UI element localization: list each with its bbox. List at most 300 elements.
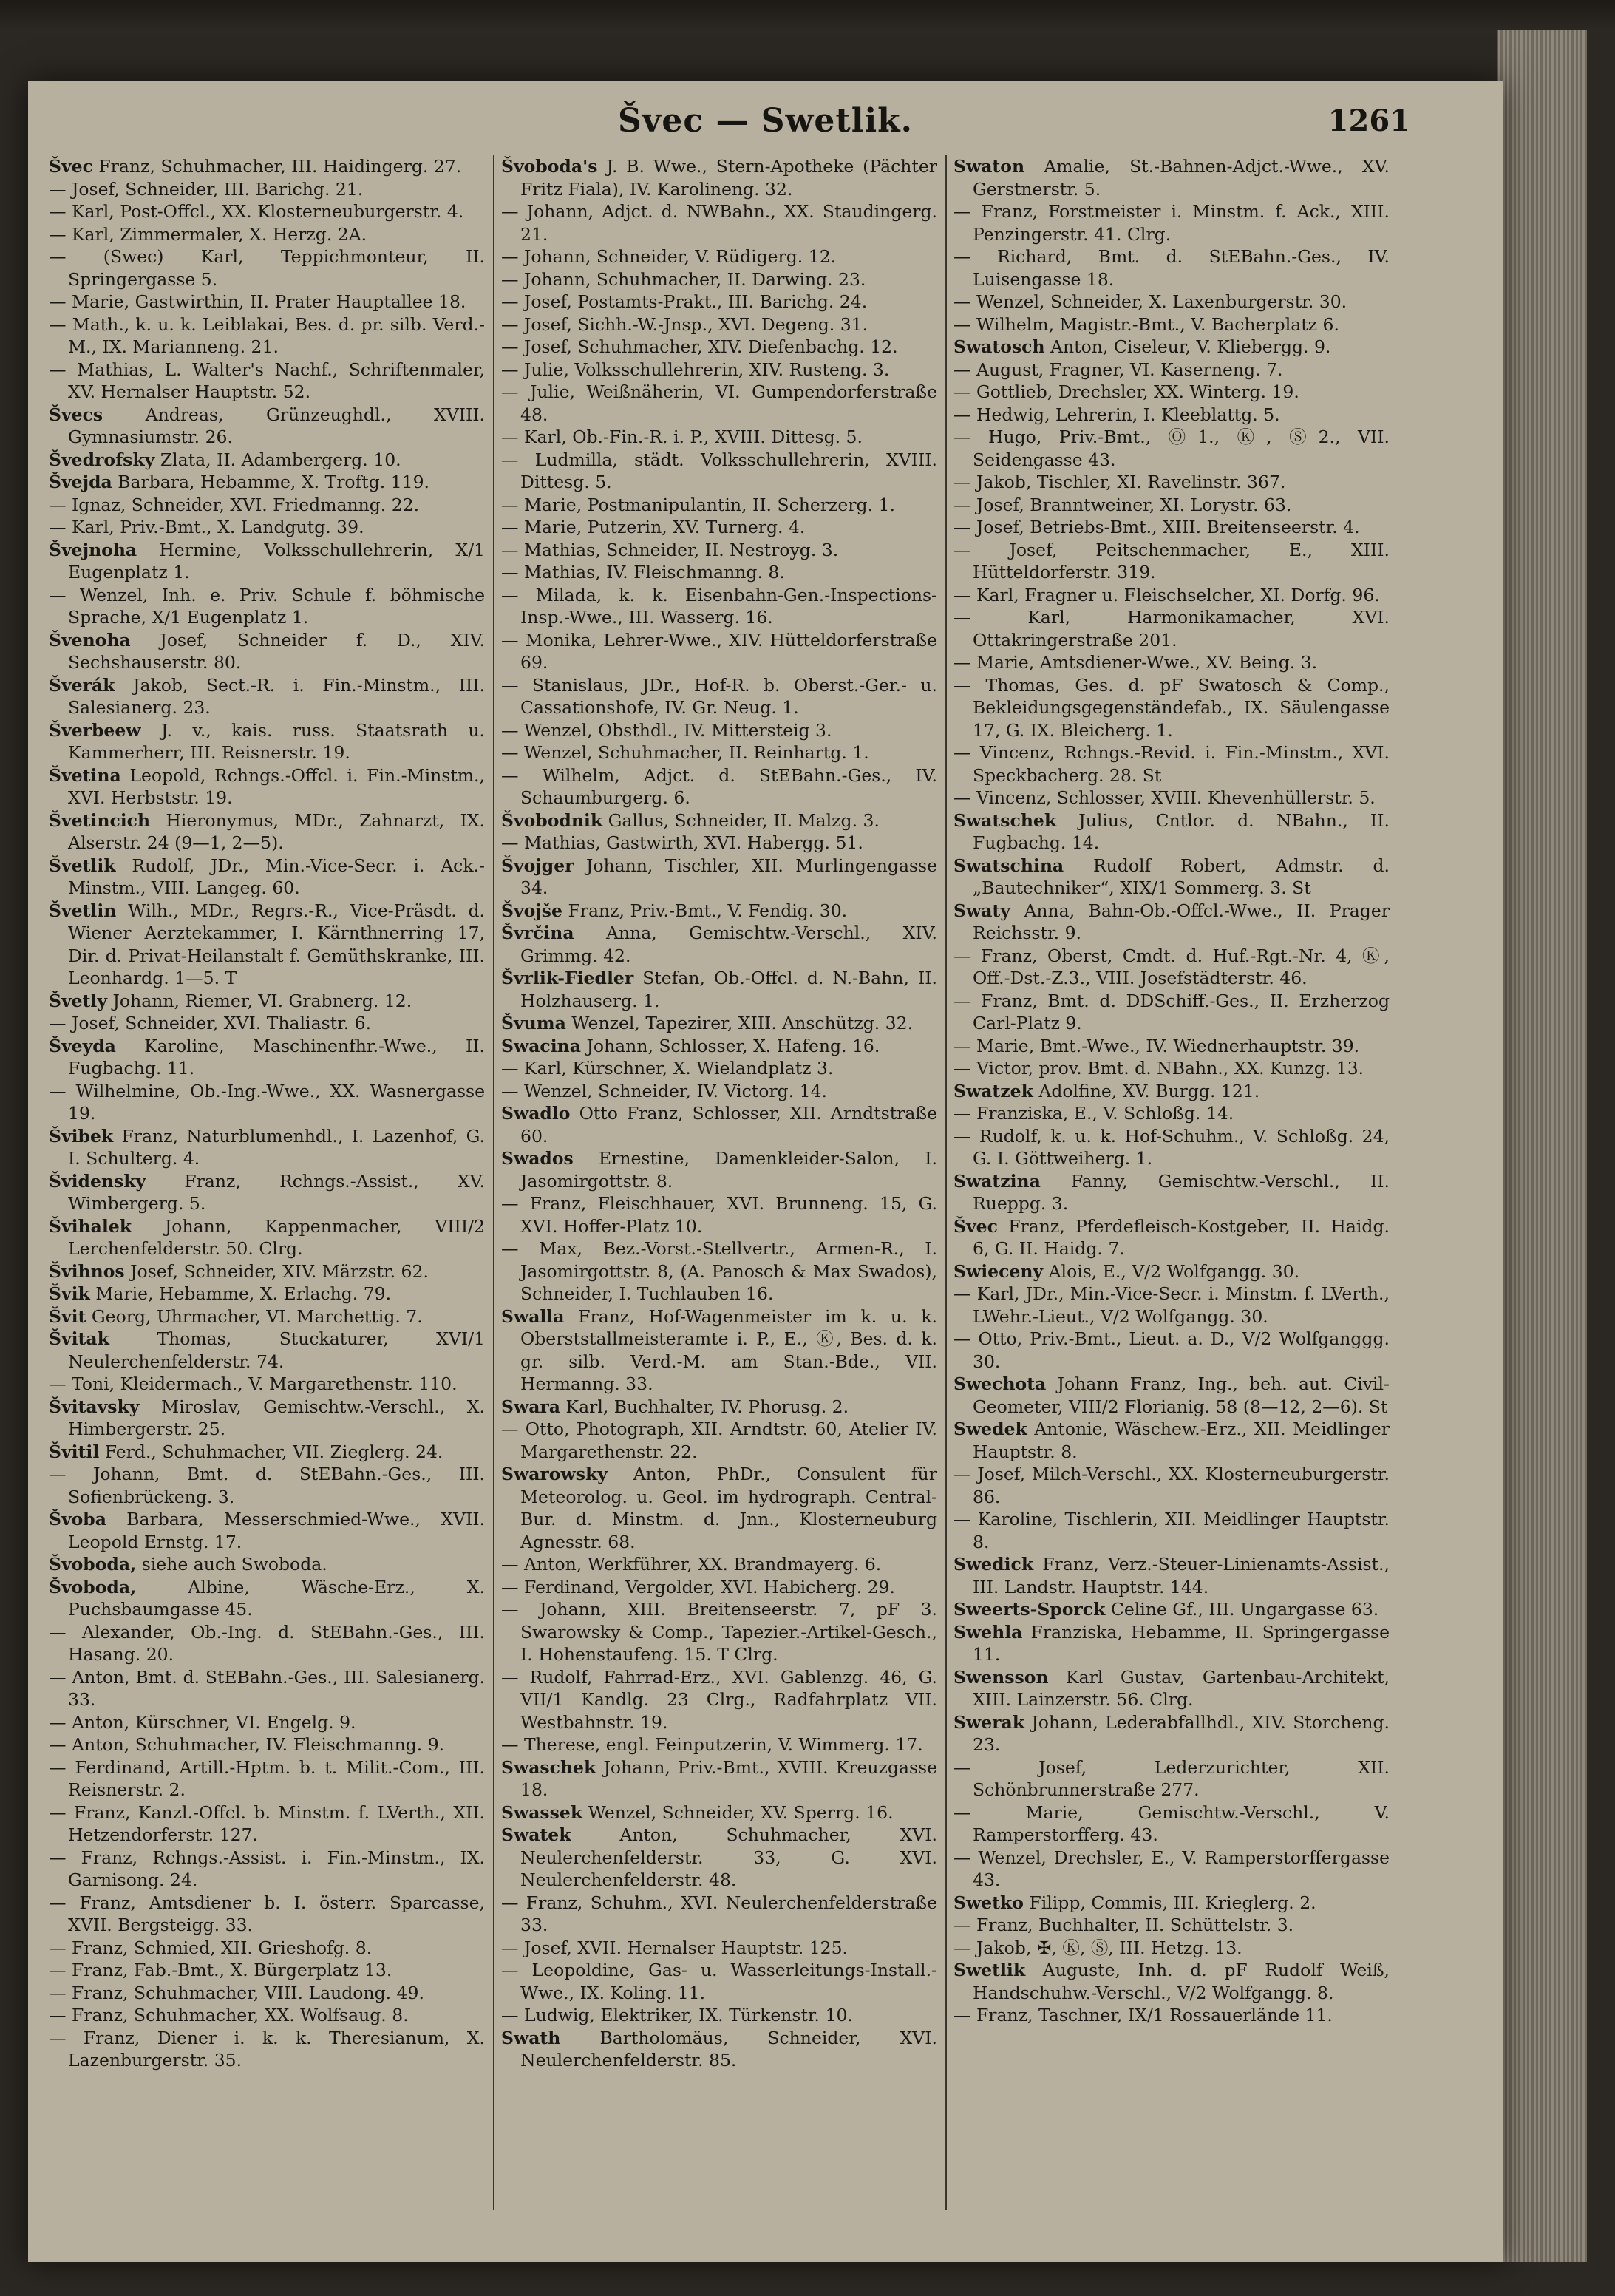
entry-details: — Wenzel, Drechsler, E., V. Ramperstorffergasse 43.	[953, 1847, 1390, 1890]
entry-details: — Josef, Branntweiner, XI. Lorystr. 63.	[953, 494, 1292, 515]
entry-details: Johann, Riemer, VI. Grabnerg. 12.	[112, 990, 412, 1011]
column-2	[501, 155, 937, 2240]
directory-entry	[501, 336, 937, 359]
entry-details: Alois, E., V/2 Wolfgangg. 30.	[1048, 1260, 1300, 1282]
entry-surname: Swechota	[953, 1373, 1047, 1394]
entry-details: — Milada, k. k. Eisenbahn-Gen.-Inspections-Insp.-Wwe., III. Wasserg. 16.	[501, 584, 937, 628]
entry-surname: Swatschek	[953, 809, 1057, 831]
directory-entry	[501, 1237, 937, 1305]
entry-details: Johann Franz, Ing., beh. aut. Civil-Geometer, VIII/2 Florianig. 58 (8—12, 2—6). St	[973, 1373, 1390, 1417]
directory-entry	[953, 1215, 1390, 1260]
entry-details: — Wenzel, Schneider, X. Laxenburgerstr. 30.	[953, 291, 1347, 312]
directory-entry	[501, 268, 937, 291]
entry-details: — Anton, Bmt. d. StEBahn.-Ges., III. Salesianerg. 33.	[49, 1666, 485, 1710]
entry-details: — Josef, XVII. Hernalser Hauptstr. 125.	[501, 1937, 849, 1958]
entry-details: — Math., k. u. k. Leiblakai, Bes. d. pr. silb. Verd.-M., IX. Marianneng. 21.	[49, 313, 485, 357]
entry-details: Barbara, Messerschmied-Wwe., XVII. Leopold Ernstg. 17.	[68, 1509, 485, 1552]
entry-surname: Švoboda's	[501, 156, 598, 177]
directory-entry	[953, 1937, 1390, 1960]
directory-entry	[49, 2004, 485, 2027]
entry-details: — Franziska, E., V. Schloßg. 14.	[953, 1103, 1234, 1124]
page-number: 1261	[1327, 103, 1410, 138]
entry-details: Johann, Lederabfallhdl., XIV. Storcheng. 23.	[973, 1711, 1390, 1755]
entry-details: — (Swec) Karl, Teppichmonteur, II. Springergasse 5.	[49, 246, 485, 290]
entry-details: — Wenzel, Inh. e. Priv. Schule f. böhmische Sprache, X/1 Eugenplatz 1.	[49, 584, 485, 628]
column-1	[49, 155, 485, 2240]
directory-entry	[953, 741, 1390, 787]
entry-surname: Swensson	[953, 1666, 1049, 1688]
entry-surname: Švetly	[49, 990, 108, 1011]
entry-details: — Thomas, Ges. d. pF Swatosch & Comp., Bekleidungsgegenständefab., IX. Säulengasse 17, G. IX. Bleicherg. 1.	[953, 674, 1390, 741]
directory-entry	[953, 1892, 1390, 1915]
directory-entry	[953, 651, 1390, 674]
entry-details: — Franz, Taschner, IX/1 Rossauerlände 11.	[953, 2005, 1333, 2025]
directory-entry	[49, 1463, 485, 1508]
entry-details: Franz, Hof-Wagenmeister im k. u. k. Oberststallmeisteramte i. P., E., Ⓚ, Bes. d. k. gr. silb. Verd.-M. am Stan.-Bde., VII. Hermanng. 33.	[520, 1305, 937, 1394]
entry-details: Adolfine, XV. Burgg. 121.	[1038, 1080, 1260, 1101]
entry-surname: Sweerts-Sporck	[953, 1599, 1106, 1620]
entry-details: — Mathias, Schneider, II. Nestroyg. 3.	[501, 539, 839, 560]
entry-surname: Švoboda,	[49, 1554, 137, 1575]
entry-details: — Wilhelm, Magistr.-Bmt., V. Bacherplatz 6.	[953, 313, 1339, 335]
entry-surname: Švoba	[49, 1509, 106, 1529]
directory-entry	[953, 494, 1390, 517]
directory-entry	[49, 584, 485, 629]
directory-entry	[501, 1959, 937, 2004]
directory-entry	[953, 426, 1390, 471]
directory-entry	[49, 1283, 485, 1305]
directory-entry	[953, 1959, 1390, 2004]
book-page-edges	[1497, 30, 1587, 2262]
entry-details: — Wilhelm, Adjct. d. StEBahn.-Ges., IV. Schaumburgerg. 6.	[501, 764, 937, 808]
directory-entry	[49, 1576, 485, 1621]
entry-surname: Švit	[49, 1305, 86, 1327]
entry-details: Hieronymus, MDr., Zahnarzt, IX. Alserstr. 24 (9—1, 2—5).	[68, 809, 485, 853]
entry-surname: Swaty	[953, 900, 1010, 921]
entry-details: Otto Franz, Schlosser, XII. Arndtstraße 60.	[520, 1103, 937, 1147]
entry-details: Fanny, Gemischtw.-Verschl., II. Rueppg. 3.	[973, 1170, 1390, 1214]
directory-entry	[953, 990, 1390, 1035]
directory-entry	[953, 1914, 1390, 1937]
directory-entry	[49, 1441, 485, 1464]
entry-details: — Johann, Bmt. d. StEBahn.-Ges., III. Sofienbrückeng. 3.	[49, 1464, 485, 1507]
entry-details: — Ferdinand, Artill.-Hptm. b. t. Milit.-Com., III. Reisnerstr. 2.	[49, 1756, 485, 1800]
directory-entry	[501, 1666, 937, 1734]
entry-details: — Anton, Werkführer, XX. Brandmayerg. 6.	[501, 1554, 882, 1575]
directory-entry	[49, 223, 485, 246]
directory-entry	[953, 809, 1390, 855]
entry-details: — Marie, Gastwirthin, II. Prater Hauptallee 18.	[49, 291, 466, 312]
directory-entry	[953, 787, 1390, 809]
entry-surname: Swieceny	[953, 1260, 1044, 1282]
directory-entry	[49, 1080, 485, 1125]
entry-details: Wilh., MDr., Regrs.-R., Vice-Präsdt. d. Wiener Aerztekammer, I. Kärnthnerring 17, Dir. d. Privat-Heilanstalt f. Gemüthskranke, III. Leonhardg. 1—5. T	[68, 900, 485, 988]
directory-entry	[953, 900, 1390, 945]
directory-entry	[501, 2027, 937, 2072]
entry-details: Georg, Uhrmacher, VI. Marchettig. 7.	[91, 1305, 423, 1327]
entry-details: — Monika, Lehrer-Wwe., XIV. Hütteldorferstraße 69.	[501, 629, 937, 673]
entry-surname: Swatschina	[953, 855, 1064, 876]
directory-entry	[49, 674, 485, 719]
entry-details: — Josef, Schneider, XVI. Thaliastr. 6.	[49, 1013, 372, 1033]
entry-details: — Josef, Schuhmacher, XIV. Diefenbachg. 12.	[501, 336, 898, 357]
entry-surname: Švitil	[49, 1441, 100, 1462]
entry-details: — Vincenz, Rchngs.-Revid. i. Fin.-Minstm., XVI. Speckbacherg. 28. St	[953, 742, 1390, 786]
directory-entry	[953, 606, 1390, 651]
entry-surname: Švihalek	[49, 1215, 132, 1237]
entry-details: Filipp, Commis, III. Krieglerg. 2.	[1029, 1892, 1316, 1913]
entry-details: Julius, Cntlor. d. NBahn., II. Fugbachg. 14.	[973, 809, 1390, 853]
entry-surname: Swassek	[501, 1801, 583, 1823]
entry-details: Johann, Priv.-Bmt., XVIII. Kreuzgasse 18.	[520, 1756, 937, 1800]
directory-entry	[49, 1937, 485, 1960]
entry-details: Johann, Schlosser, X. Hafeng. 16.	[586, 1035, 880, 1056]
directory-entry	[501, 200, 937, 245]
directory-entry	[501, 1733, 937, 1756]
entry-details: — Karl, Priv.-Bmt., X. Landgutg. 39.	[49, 517, 364, 537]
directory-entry	[953, 1598, 1390, 1621]
directory-entry	[501, 1418, 937, 1463]
directory-entry	[49, 1553, 485, 1576]
entry-surname: Švrčina	[501, 923, 574, 943]
directory-entry	[49, 313, 485, 359]
entry-details: — Franz, Oberst, Cmdt. d. Huf.-Rgt.-Nr. 4, Ⓚ, Off.-Dst.-Z.3., VIII. Josefstädterstr. 46.	[953, 945, 1390, 988]
entry-details: — Jakob, ✠, Ⓚ, Ⓢ, III. Hetzg. 13.	[953, 1937, 1242, 1958]
entry-details: — Johann, Adjct. d. NWBahn., XX. Staudingerg. 21.	[501, 201, 937, 245]
directory-entry	[49, 1959, 485, 1982]
directory-entry	[501, 1396, 937, 1419]
entry-details: — Otto, Photograph, XII. Arndtstr. 60, Atelier IV. Margarethenstr. 22.	[501, 1419, 937, 1462]
entry-details: — Karoline, Tischlerin, XII. Meidlinger Hauptstr. 8.	[953, 1509, 1390, 1552]
directory-entry	[501, 1035, 937, 1058]
directory-entry	[501, 900, 937, 923]
entry-surname: Swarowsky	[501, 1464, 608, 1484]
entry-surname: Swara	[501, 1396, 561, 1417]
entry-details: — Wenzel, Obsthdl., IV. Mittersteig 3.	[501, 719, 832, 741]
directory-entry	[953, 200, 1390, 245]
directory-entry	[953, 336, 1390, 359]
directory-entry	[49, 855, 485, 900]
entry-details: Gallus, Schneider, II. Malzg. 3.	[608, 809, 880, 831]
directory-entry	[49, 1035, 485, 1080]
directory-entry	[953, 1508, 1390, 1553]
directory-entry	[953, 584, 1390, 607]
entry-details: — Ignaz, Schneider, XVI. Friedmanng. 22.	[49, 494, 420, 515]
entry-surname: Švecs	[49, 404, 103, 425]
entry-details: — Rudolf, Fahrrad-Erz., XVI. Gablenzg. 46, G. VII/1 Kandlg. 23 Clrg., Radfahrplatz VII. Westbahnstr. 19.	[501, 1666, 937, 1733]
directory-entry	[49, 1373, 485, 1396]
entry-details: — Julie, Weißnäherin, VI. Gumpendorferstraße 48.	[501, 381, 937, 425]
entry-details: Celine Gf., III. Ungargasse 63.	[1110, 1599, 1379, 1620]
entry-details: — Franz, Schuhmacher, XX. Wolfsaug. 8.	[49, 2005, 409, 2025]
entry-details: — Franz, Schuhm., XVI. Neulerchenfelderstraße 33.	[501, 1892, 937, 1935]
entry-details: Johann, Kappenmacher, VIII/2 Lerchenfelderstr. 50. Clrg.	[68, 1215, 485, 1259]
directory-entry	[49, 900, 485, 990]
entry-details: — Julie, Volksschullehrerin, XIV. Rusteng. 3.	[501, 359, 890, 380]
entry-surname: Švojše	[501, 900, 562, 921]
entry-details: Josef, Schneider, XIV. Märzstr. 62.	[130, 1260, 429, 1282]
directory-entry	[501, 1080, 937, 1103]
column-3	[953, 155, 1390, 2240]
directory-entry	[49, 1012, 485, 1035]
directory-entry	[501, 1756, 937, 1801]
entry-surname: Švrlik-Fiedler	[501, 968, 634, 988]
entry-details: Anna, Bahn-Ob.-Offcl.-Wwe., II. Prager Reichsstr. 9.	[973, 900, 1390, 943]
directory-entry	[49, 1215, 485, 1260]
entry-surname: Švidensky	[49, 1170, 146, 1192]
entry-surname: Swetlik	[953, 1960, 1026, 1980]
entry-surname: Švetincich	[49, 809, 151, 831]
entry-surname: Švojger	[501, 855, 574, 876]
entry-details: — Josef, Betriebs-Bmt., XIII. Breitenseerstr. 4.	[953, 517, 1360, 537]
directory-entry	[953, 1621, 1390, 1666]
entry-surname: Švec	[49, 156, 93, 177]
entry-details: Anna, Gemischtw.-Verschl., XIV. Grimmg. 42.	[520, 923, 937, 966]
directory-entry	[953, 1328, 1390, 1373]
directory-entry	[953, 1373, 1390, 1418]
entry-details: Ferd., Schuhmacher, VII. Zieglerg. 24.	[104, 1441, 443, 1462]
directory-entry	[501, 764, 937, 809]
column-divider	[493, 155, 494, 2210]
entry-surname: Swaton	[953, 156, 1025, 177]
entry-details: — Franz, Fab.-Bmt., X. Bürgerplatz 13.	[49, 1960, 392, 1980]
entry-details: — Marie, Amtsdiener-Wwe., XV. Being. 3.	[953, 652, 1318, 673]
entry-surname: Švihnos	[49, 1260, 125, 1282]
entry-surname: Swedick	[953, 1554, 1034, 1575]
entry-surname: Swatek	[501, 1824, 571, 1845]
entry-details: Jakob, Sect.-R. i. Fin.-Minstm., III. Salesianerg. 23.	[68, 674, 485, 718]
entry-details: — Jakob, Tischler, XI. Ravelinstr. 367.	[953, 472, 1286, 492]
entry-details: Johann, Tischler, XII. Murlingengasse 34.	[520, 855, 937, 898]
entry-details: — Karl, Post-Offcl., XX. Klosterneuburgerstr. 4.	[49, 201, 464, 222]
entry-surname: Swedek	[953, 1419, 1027, 1439]
book-top-shadow	[0, 0, 1615, 30]
directory-entry	[953, 855, 1390, 900]
entry-surname: Swatzek	[953, 1080, 1033, 1101]
directory-entry	[49, 200, 485, 223]
directory-entry	[501, 809, 937, 832]
directory-entry	[501, 629, 937, 674]
entry-details: Franz, Priv.-Bmt., V. Fendig. 30.	[568, 900, 848, 921]
entry-surname: Swatosch	[953, 336, 1045, 357]
entry-surname: Švitavsky	[49, 1396, 140, 1417]
entry-details: Auguste, Inh. d. pF Rudolf Weiß, Handschuhw.-Verschl., V/2 Wolfgangg. 8.	[973, 1960, 1390, 2003]
entry-details: — Richard, Bmt. d. StEBahn.-Ges., IV. Luisengasse 18.	[953, 246, 1390, 290]
directory-entry	[49, 719, 485, 764]
directory-entry	[953, 1260, 1390, 1283]
directory-entry	[501, 832, 937, 855]
directory-entry	[953, 1463, 1390, 1508]
entry-details: — Franz, Forstmeister i. Minstm. f. Ack., XIII. Penzingerstr. 41. Clrg.	[953, 201, 1390, 245]
directory-entry	[49, 1733, 485, 1756]
column-divider	[945, 155, 947, 2210]
entry-details: Miroslav, Gemischtw.-Verschl., X. Himbergerstr. 25.	[68, 1396, 485, 1439]
directory-entry	[49, 1305, 485, 1328]
entry-surname: Švuma	[501, 1013, 566, 1033]
directory-entry	[953, 1666, 1390, 1711]
entry-surname: Swehla	[953, 1621, 1023, 1643]
entry-details: Marie, Hebamme, X. Erlachg. 79.	[95, 1283, 392, 1304]
directory-entry	[501, 1824, 937, 1892]
entry-details: — Vincenz, Schlosser, XVIII. Khevenhüllerstr. 5.	[953, 787, 1376, 808]
entry-details: Karl, Buchhalter, IV. Phorusg. 2.	[565, 1396, 849, 1417]
directory-entry	[501, 494, 937, 517]
directory-entry	[953, 1170, 1390, 1215]
directory-entry	[49, 764, 485, 809]
directory-entry	[953, 2004, 1390, 2027]
entry-details: — Hugo, Priv.-Bmt., Ⓞ1., Ⓚ, Ⓢ2., VII. Seidengasse 43.	[953, 427, 1390, 470]
entry-surname: Šverák	[49, 674, 115, 696]
directory-entry	[49, 1170, 485, 1215]
entry-details: Franz, Verz.-Steuer-Linienamts-Assist., III. Landstr. Hauptstr. 144.	[973, 1554, 1390, 1597]
directory-columns	[49, 155, 1420, 2240]
directory-entry	[49, 359, 485, 404]
entry-details: — Therese, engl. Feinputzerin, V. Wimmerg. 17.	[501, 1734, 923, 1755]
directory-entry	[501, 539, 937, 562]
entry-details: — Anton, Schuhmacher, IV. Fleischmanng. 9.	[49, 1734, 445, 1755]
entry-details: — Franz, Kanzl.-Offcl. b. Minstm. f. LVerth., XII. Hetzendorferstr. 127.	[49, 1801, 485, 1845]
entry-details: Hermine, Volksschullehrerin, X/1 Eugenplatz 1.	[68, 539, 485, 583]
page-header	[28, 102, 1503, 146]
entry-surname: Swaschek	[501, 1756, 596, 1778]
entry-details: — Mathias, L. Walter's Nachf., Schriftenmaler, XV. Hernalser Hauptstr. 52.	[49, 359, 485, 402]
directory-entry	[501, 2004, 937, 2027]
entry-details: — Johann, Schuhmacher, II. Darwing. 23.	[501, 268, 866, 290]
directory-entry	[49, 471, 485, 494]
directory-entry	[953, 1847, 1390, 1892]
entry-surname: Švec	[953, 1215, 998, 1237]
entry-details: — Gottlieb, Drechsler, XX. Winterg. 19.	[953, 381, 1299, 402]
directory-entry	[49, 516, 485, 539]
directory-entry	[501, 1012, 937, 1035]
directory-entry	[501, 922, 937, 967]
directory-entry	[49, 990, 485, 1013]
directory-entry	[49, 629, 485, 674]
entry-surname: Švitak	[49, 1328, 109, 1349]
entry-surname: Švibek	[49, 1125, 114, 1147]
directory-entry	[49, 155, 485, 178]
entry-details: — Franz, Diener i. k. k. Theresianum, X. Lazenburgerstr. 35.	[49, 2027, 485, 2071]
directory-entry	[501, 291, 937, 313]
directory-entry	[953, 245, 1390, 291]
entry-details: — Franz, Fleischhauer, XVI. Brunneng. 15, G. XVI. Hoffer-Platz 10.	[501, 1193, 937, 1237]
entry-surname: Šverbeew	[49, 719, 141, 741]
directory-entry	[49, 1801, 485, 1847]
entry-details: Wenzel, Schneider, XV. Sperrg. 16.	[588, 1801, 894, 1823]
entry-details: Anton, Ciseleur, V. Kliebergg. 9.	[1050, 336, 1331, 357]
entry-surname: Swalla	[501, 1305, 565, 1327]
entry-details: — Rudolf, k. u. k. Hof-Schuhm., V. Schloßg. 24, G. I. Göttweiherg. 1.	[953, 1125, 1390, 1169]
directory-entry	[953, 945, 1390, 990]
directory-entry	[49, 449, 485, 472]
directory-entry	[953, 1080, 1390, 1103]
entry-details: Zlata, II. Adambergerg. 10.	[160, 449, 401, 470]
directory-entry	[953, 381, 1390, 404]
entry-details: — Josef, Postamts-Prakt., III. Barichg. 24.	[501, 291, 868, 312]
entry-details: — Marie, Putzerin, XV. Turnerg. 4.	[501, 517, 806, 537]
entry-details: Bartholomäus, Schneider, XVI. Neulerchenfelderstr. 85.	[520, 2027, 937, 2071]
directory-entry	[49, 1621, 485, 1666]
entry-details: — Josef, Sichh.-W.-Jnsp., XVI. Degeng. 31.	[501, 313, 868, 335]
directory-entry	[49, 2027, 485, 2072]
entry-details: — Hedwig, Lehrerin, I. Kleeblattg. 5.	[953, 404, 1280, 425]
directory-entry	[501, 155, 937, 200]
directory-entry	[501, 584, 937, 629]
entry-details: Amalie, St.-Bahnen-Adjct.-Wwe., XV. Gerstnerstr. 5.	[973, 156, 1390, 200]
entry-surname: Švik	[49, 1283, 90, 1304]
directory-entry	[953, 1418, 1390, 1463]
entry-details: Franz, Schuhmacher, III. Haidingerg. 27.	[98, 156, 462, 177]
entry-details: — Anton, Kürschner, VI. Engelg. 9.	[49, 1711, 356, 1733]
entry-details: — Wilhelmine, Ob.-Ing.-Wwe., XX. Wasnergasse 19.	[49, 1080, 485, 1124]
entry-details: — August, Fragner, VI. Kaserneng. 7.	[953, 359, 1283, 380]
directory-entry	[49, 1125, 485, 1170]
directory-entry	[49, 1711, 485, 1734]
directory-entry	[49, 1847, 485, 1892]
directory-entry	[501, 1937, 937, 1960]
directory-entry	[501, 1553, 937, 1576]
directory-entry	[501, 561, 937, 584]
entry-details: — Marie, Postmanipulantin, II. Scherzerg. 1.	[501, 494, 895, 515]
entry-details: Stefan, Ob.-Offcl. d. N.-Bahn, II. Holzhauserg. 1.	[520, 968, 937, 1011]
entry-details: — Karl, Kürschner, X. Wielandplatz 3.	[501, 1058, 834, 1079]
entry-details: — Ludwig, Elektriker, IX. Türkenstr. 10.	[501, 2005, 853, 2025]
entry-details: — Wenzel, Schneider, IV. Victorg. 14.	[501, 1080, 827, 1101]
directory-entry	[49, 178, 485, 201]
entry-surname: Švetlin	[49, 900, 117, 921]
entry-details: — Josef, Schneider, III. Barichg. 21.	[49, 178, 364, 200]
directory-entry	[501, 1192, 937, 1237]
entry-details: — Franz, Schmied, XII. Grieshofg. 8.	[49, 1937, 373, 1958]
directory-entry	[953, 1801, 1390, 1847]
entry-details: Barbara, Hebamme, X. Troftg. 119.	[118, 472, 430, 492]
entry-details: Karl Gustav, Gartenbau-Architekt, XIII. Lainzerstr. 56. Clrg.	[973, 1666, 1390, 1710]
directory-entry	[953, 1283, 1390, 1328]
directory-entry	[501, 1102, 937, 1147]
entry-details: Josef, Schneider f. D., XIV. Sechshauserstr. 80.	[68, 629, 485, 673]
directory-entry	[501, 1598, 937, 1666]
directory-entry	[501, 426, 937, 449]
entry-details: — Wenzel, Schuhmacher, II. Reinhartg. 1.	[501, 742, 869, 763]
directory-entry	[49, 1892, 485, 1937]
entry-details: Andreas, Grünzeughdl., XVIII. Gymnasiumstr. 26.	[68, 404, 485, 447]
directory-entry	[501, 719, 937, 742]
entry-details: — Marie, Bmt.-Wwe., IV. Wiednerhauptstr. 39.	[953, 1035, 1360, 1056]
entry-surname: Šveyda	[49, 1035, 116, 1056]
entry-details: Franz, Pferdefleisch-Kostgeber, II. Haidg. 6, G. II. Haidg. 7.	[973, 1215, 1390, 1259]
entry-surname: Švenoha	[49, 629, 131, 651]
entry-surname: Swetko	[953, 1892, 1024, 1913]
directory-entry	[501, 1576, 937, 1599]
entry-details: Franz, Naturblumenhdl., I. Lazenhof, G. I. Schulterg. 4.	[68, 1125, 485, 1169]
directory-entry	[49, 1756, 485, 1801]
entry-details: J. v., kais. russ. Staatsrath u. Kammerherr, III. Reisnerstr. 19.	[68, 719, 485, 763]
entry-details: — Johann, XIII. Breitenseerstr. 7, pF 3. Swarowsky & Comp., Tapezier.-Artikel-Gesch., I. Hohenstaufeng. 15. T Clrg.	[501, 1599, 937, 1665]
entry-details: — Mathias, IV. Fleischmanng. 8.	[501, 562, 785, 583]
entry-details: — Alexander, Ob.-Ing. d. StEBahn.-Ges., III. Hasang. 20.	[49, 1621, 485, 1665]
directory-entry	[953, 674, 1390, 742]
directory-entry	[953, 539, 1390, 584]
directory-entry	[501, 1463, 937, 1553]
entry-details: — Franz, Buchhalter, II. Schüttelstr. 3.	[953, 1915, 1294, 1935]
entry-details: Rudolf, JDr., Min.-Vice-Secr. i. Ack.-Minstm., VIII. Langeg. 60.	[68, 855, 485, 898]
entry-details: — Karl, Ob.-Fin.-R. i. P., XVIII. Dittesg. 5.	[501, 427, 863, 447]
entry-details: Franz, Rchngs.-Assist., XV. Wimbergerg. 5.	[68, 1170, 485, 1214]
entry-details: — Ferdinand, Vergolder, XVI. Habicherg. 29.	[501, 1576, 895, 1597]
directory-entry	[501, 1892, 937, 1937]
entry-details: Thomas, Stuckaturer, XVI/1 Neulerchenfelderstr. 74.	[68, 1328, 485, 1372]
entry-details: — Karl, Harmonikamacher, XVI. Ottakringerstraße 201.	[953, 607, 1390, 651]
